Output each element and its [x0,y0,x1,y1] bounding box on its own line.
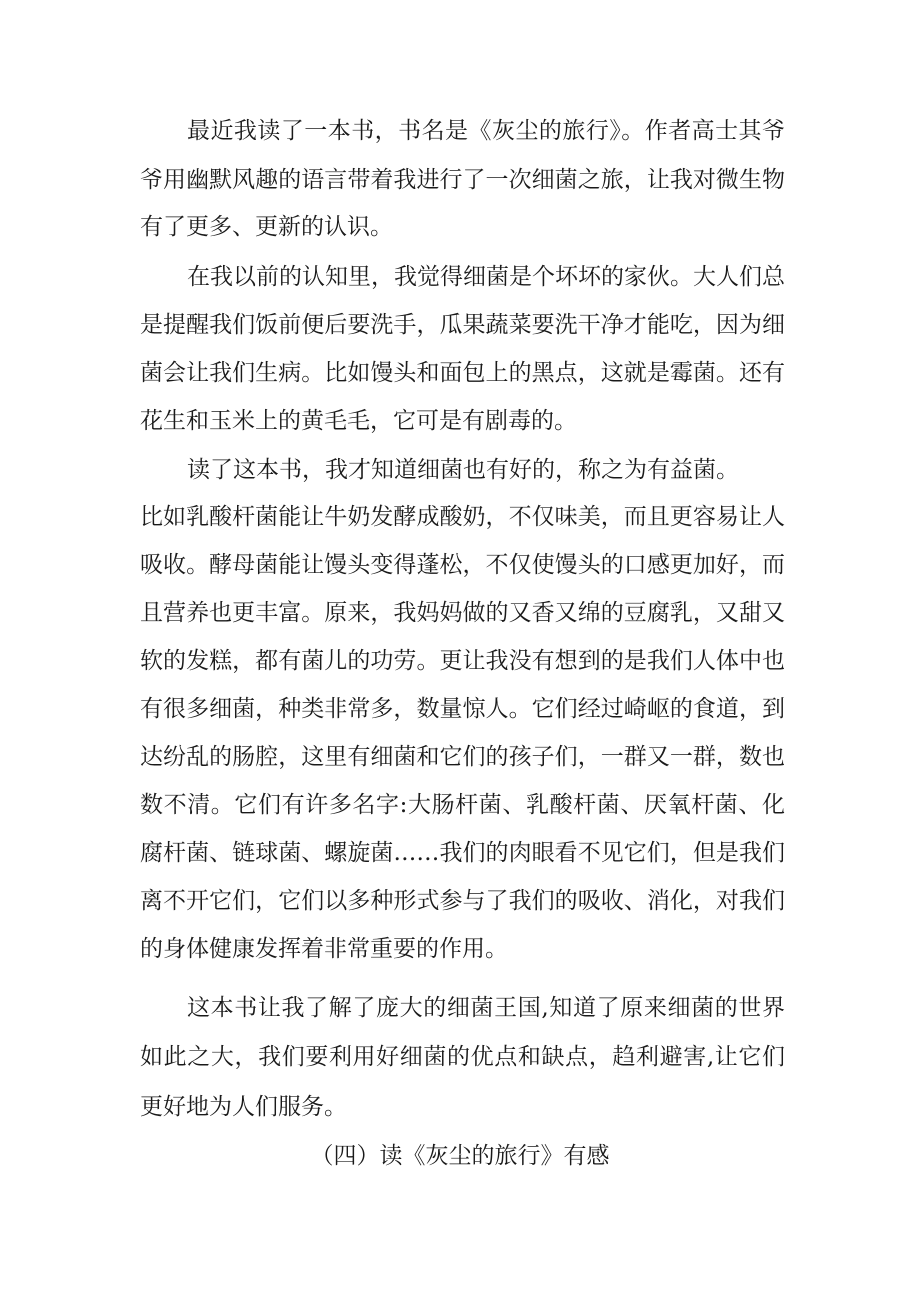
paragraph-3-line-4: 且营养也更丰富。原来，我妈妈做的又香又绵的豆腐乳，又甜又 [140,600,785,626]
paragraph-3-line-9: 腐杆菌、链球菌、螺旋菌……我们的肉眼看不见它们，但是我们 [140,840,785,866]
paragraph-1-line-2: 爷用幽默风趣的语言带着我进行了一次细菌之旅，让我对微生物 [140,167,785,193]
paragraph-4-line-2: 如此之大，我们要利用好细菌的优点和缺点，趋利避害,让它们 [140,1044,785,1070]
paragraph-2-line-4: 花生和玉米上的黄毛毛，它可是有剧毒的。 [140,408,577,434]
paragraph-2-line-2: 是提醒我们饭前便后要洗手，瓜果蔬菜要洗干净才能吃，因为细 [140,312,785,338]
paragraph-3-line-10: 离不开它们，它们以多种形式参与了我们的吸收、消化，对我们 [140,888,785,914]
paragraph-2-line-3: 菌会让我们生病。比如馒头和面包上的黑点，这就是霉菌。还有 [140,360,785,386]
paragraph-3-line-8: 数不清。它们有许多名字:大肠杆菌、乳酸杆菌、厌氧杆菌、化 [140,792,785,818]
paragraph-3-line-11: 的身体健康发挥着非常重要的作用。 [140,936,508,962]
paragraph-3-line-2: 比如乳酸杆菌能让牛奶发酵成酸奶，不仅味美，而且更容易让人 [140,504,785,530]
section-heading: （四）读《灰尘的旅行》有感 [310,1143,610,1169]
paragraph-3-line-6: 有很多细菌，种类非常多，数量惊人。它们经过崎岖的食道，到 [140,696,785,722]
paragraph-4-line-1: 这本书让我了解了庞大的细菌王国,知道了原来细菌的世界 [187,995,785,1021]
paragraph-3-line-3: 吸收。酵母菌能让馒头变得蓬松，不仅使馒头的口感更加好，而 [140,552,785,578]
paragraph-1-line-3: 有了更多、更新的认识。 [140,214,393,240]
paragraph-4-line-3: 更好地为人们服务。 [140,1094,347,1120]
paragraph-3-line-7: 达纷乱的肠腔，这里有细菌和它们的孩子们，一群又一群，数也 [140,744,785,770]
paragraph-1-line-1: 最近我读了一本书，书名是《灰尘的旅行》。作者高士其爷 [187,118,785,144]
paragraph-2-line-1: 在我以前的认知里，我觉得细菌是个坏坏的家伙。大人们总 [187,264,785,290]
paragraph-3-line-1: 读了这本书，我才知道细菌也有好的，称之为有益菌。 [187,457,739,483]
paragraph-3-line-5: 软的发糕，都有菌儿的功劳。更让我没有想到的是我们人体中也 [140,648,785,674]
